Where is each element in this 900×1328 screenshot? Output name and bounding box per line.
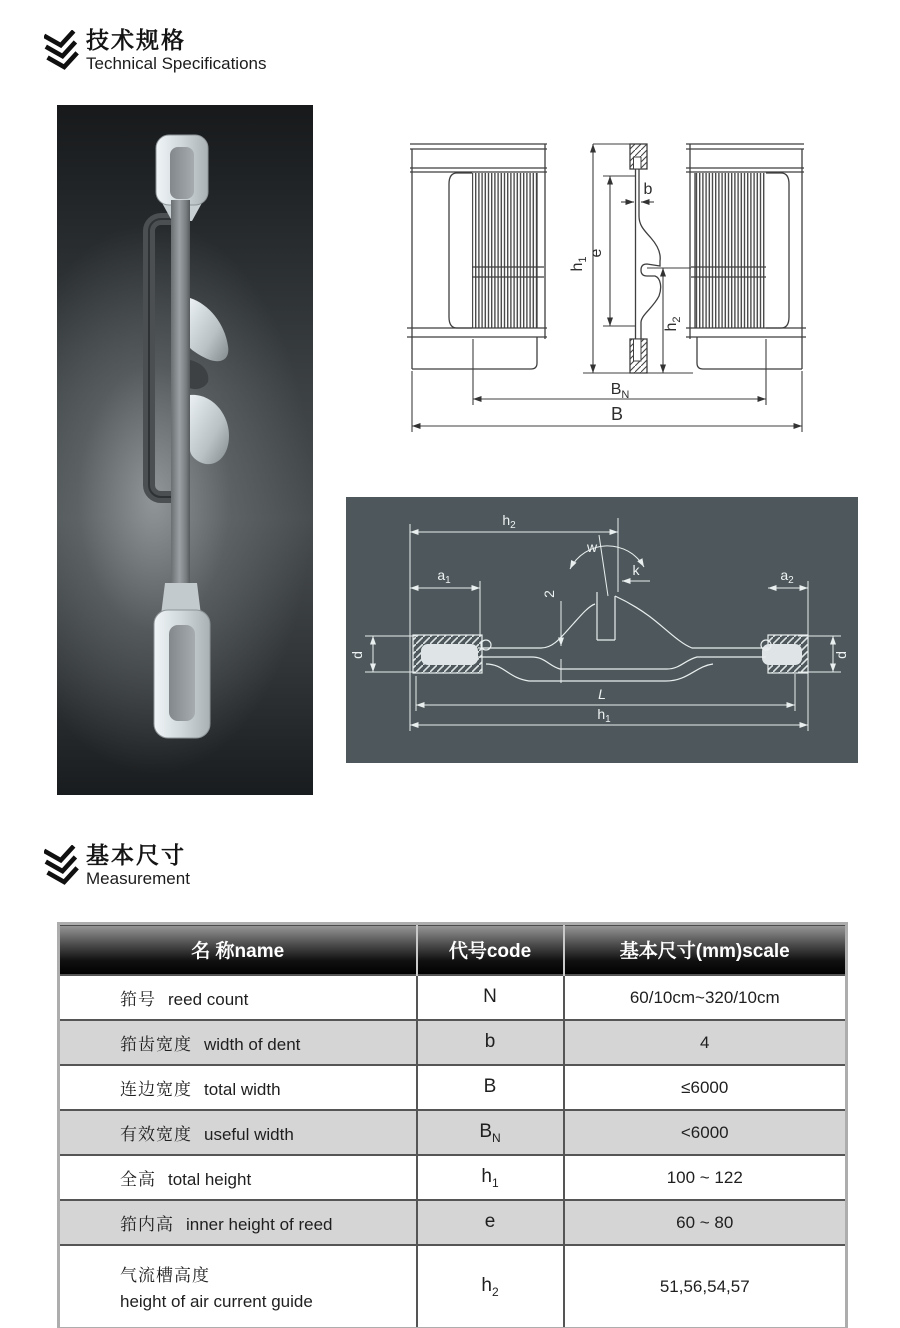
label-e: e — [588, 248, 605, 258]
label-k: k — [632, 562, 640, 578]
label-d-right: d — [833, 651, 849, 659]
front-view-diagram — [395, 126, 815, 444]
value-cell: 51,56,54,57 — [564, 1245, 847, 1328]
value-cell: 4 — [564, 1020, 847, 1065]
code-cell: B — [417, 1065, 564, 1110]
table-row — [59, 1065, 847, 1110]
name-cell: 筘号 reed count — [59, 975, 417, 1020]
name-cell: 连边宽度 total width — [59, 1065, 417, 1110]
value-cell: 60 ~ 80 — [564, 1200, 847, 1245]
value-cell: 100 ~ 122 — [564, 1155, 847, 1200]
front-view-linework — [407, 144, 806, 373]
section-title-en: Technical Specifications — [86, 54, 267, 74]
table-row — [59, 1110, 847, 1155]
section-header-measurement — [44, 843, 190, 891]
table-row — [59, 1155, 847, 1200]
header-name: 名 称name — [59, 924, 417, 976]
cross-section-diagram — [346, 497, 858, 763]
slate-background — [346, 497, 858, 763]
header-scale: 基本尺寸(mm)scale — [564, 924, 847, 976]
value-cell: 60/10cm~320/10cm — [564, 975, 847, 1020]
code-cell: $h_1$ — [417, 1155, 564, 1200]
spec-table — [57, 922, 848, 1328]
label-h1: $h_1$ — [569, 256, 589, 272]
label-h1: $h_1$ — [597, 706, 611, 725]
label-2: 2 — [541, 590, 557, 598]
label-b: b — [643, 181, 653, 198]
name-cell: 气流槽高度 height of air current guide — [59, 1245, 417, 1328]
table-header-row — [59, 924, 847, 976]
code-cell: $h_2$ — [417, 1245, 564, 1328]
value-cell: ≤6000 — [564, 1065, 847, 1110]
label-a1: $a_1$ — [437, 567, 451, 586]
table-row — [59, 1020, 847, 1065]
code-cell: $B_N$ — [417, 1110, 564, 1155]
table-row — [59, 975, 847, 1020]
label-L: L — [598, 686, 606, 702]
label-d-left: d — [349, 651, 365, 659]
section-title-cn: 技术规格 — [86, 27, 186, 53]
name-cell: 有效宽度 useful width — [59, 1110, 417, 1155]
label-a2: $a_2$ — [780, 567, 794, 586]
code-cell: e — [417, 1200, 564, 1245]
value-cell: <6000 — [564, 1110, 847, 1155]
label-w: w — [586, 539, 598, 555]
spec-table-wrapper — [57, 922, 845, 1328]
name-cell: 全高 total height — [59, 1155, 417, 1200]
reed-profile-photo — [57, 105, 313, 795]
name-cell: 筘内高 inner height of reed — [59, 1200, 417, 1245]
table-row — [59, 1245, 847, 1328]
front-view-labels — [569, 181, 683, 424]
section-title-en: Measurement — [86, 869, 190, 889]
header-code: 代号code — [417, 924, 564, 976]
label-bn: $B_N$ — [610, 381, 630, 401]
label-h2: $h_2$ — [502, 512, 516, 531]
label-b-total: B — [610, 404, 624, 424]
section-header-specs — [44, 28, 266, 76]
triple-chevron-icon — [44, 30, 82, 76]
label-h2: $h_2$ — [663, 316, 683, 332]
section-title-cn: 基本尺寸 — [86, 842, 186, 868]
code-cell: b — [417, 1020, 564, 1065]
reed-metal-piece — [57, 105, 313, 795]
triple-chevron-icon — [44, 845, 82, 891]
table-row — [59, 1200, 847, 1245]
name-cell: 筘齿宽度 width of dent — [59, 1020, 417, 1065]
code-cell: N — [417, 975, 564, 1020]
